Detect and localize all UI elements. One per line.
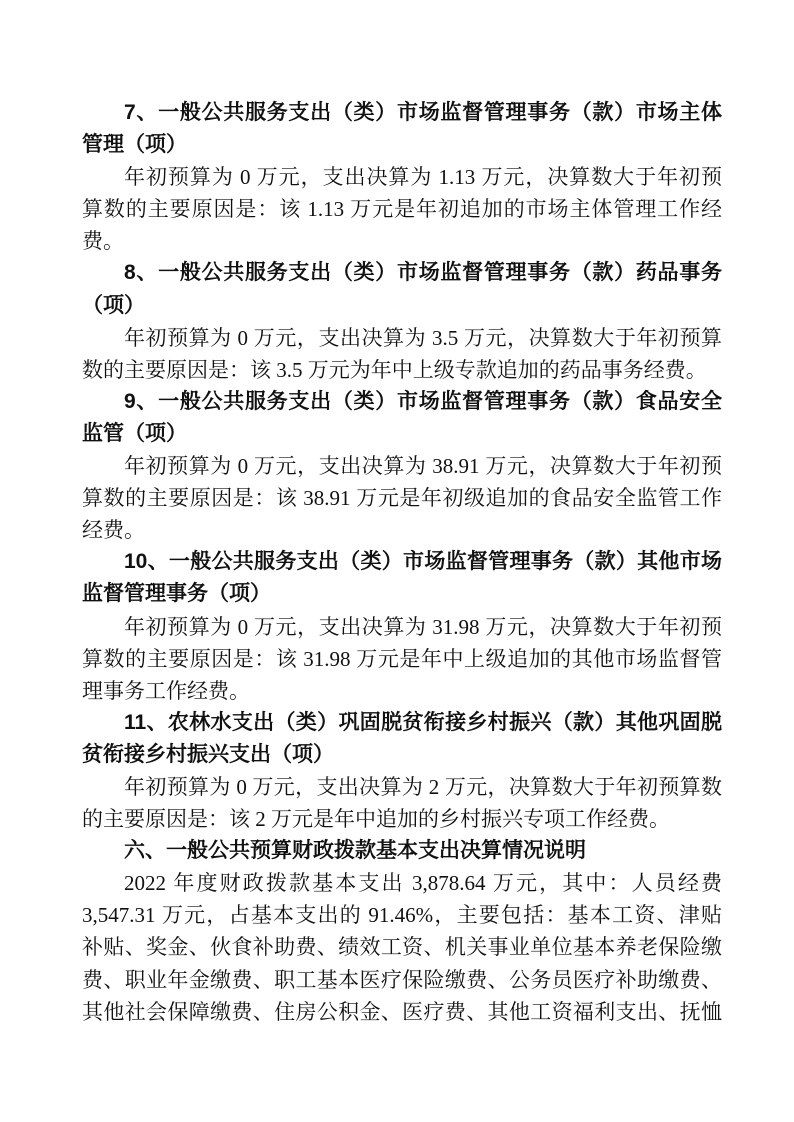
section-heading (82, 546, 722, 610)
section-heading (82, 707, 722, 771)
section-heading (82, 835, 722, 867)
text-line: 9、一般公共服务支出（类）市场监督管理事务（款）食品安全 (124, 389, 722, 413)
body-paragraph (82, 450, 722, 546)
text-line: 经费。 (82, 518, 145, 543)
text-line: 管理（项） (82, 133, 187, 157)
section-heading (82, 386, 722, 450)
text-line: 3,547.31 万元，占基本支出的 91.46%，主要包括：基本工资、津贴 (82, 903, 722, 928)
body-paragraph (82, 161, 722, 257)
text-line: 年初预算为 0 万元，支出决算为 3.5 万元，决算数大于年初预算 (124, 325, 722, 350)
text-line: 算数的主要原因是：该 1.13 万元是年初追加的市场主体管理工作经 (82, 197, 722, 222)
body-paragraph (82, 867, 722, 1027)
text-line: 其他社会保障缴费、住房公积金、医疗费、其他工资福利支出、抚恤 (82, 999, 722, 1024)
section-heading (82, 97, 722, 161)
text-line: 年初预算为 0 万元，支出决算为 31.98 万元，决算数大于年初预 (124, 614, 722, 639)
body-paragraph (82, 322, 722, 386)
text-line: 数的主要原因是：该 3.5 万元为年中上级专款追加的药品事务经费。 (82, 357, 707, 382)
text-line: 的主要原因是：该 2 万元是年中追加的乡村振兴专项工作经费。 (82, 807, 670, 832)
text-line: 理事务工作经费。 (82, 678, 250, 703)
section-heading (82, 257, 722, 321)
text-line: 年初预算为 0 万元，支出决算为 2 万元，决算数大于年初预算数 (124, 774, 722, 799)
text-line: 费。 (82, 229, 124, 254)
body-paragraph (82, 771, 722, 835)
text-line: 监管（项） (82, 421, 187, 445)
text-line: 年初预算为 0 万元，支出决算为 1.13 万元，决算数大于年初预 (124, 165, 722, 190)
text-line: 算数的主要原因是：该 38.91 万元是年初级追加的食品安全监管工作 (82, 486, 722, 511)
text-line: 六、一般公共预算财政拨款基本支出决算情况说明 (124, 839, 586, 863)
text-line: 11、农林水支出（类）巩固脱贫衔接乡村振兴（款）其他巩固脱 (124, 710, 722, 734)
text-line: 监督管理事务（项） (82, 582, 271, 606)
text-line: 2022 年度财政拨款基本支出 3,878.64 万元，其中：人员经费 (124, 871, 722, 896)
text-line: 年初预算为 0 万元，支出决算为 38.91 万元，决算数大于年初预 (124, 454, 722, 479)
text-line: 费、职业年金缴费、职工基本医疗保险缴费、公务员医疗补助缴费、 (82, 967, 722, 992)
text-line: 贫衔接乡村振兴支出（项） (82, 742, 334, 766)
text-line: 10、一般公共服务支出（类）市场监督管理事务（款）其他市场 (124, 550, 722, 574)
text-line: （项） (82, 293, 145, 317)
body-paragraph (82, 611, 722, 707)
text-line: 算数的主要原因是：该 31.98 万元是年中上级追加的其他市场监督管 (82, 646, 722, 671)
text-line: 补贴、奖金、伙食补助费、绩效工资、机关事业单位基本养老保险缴 (82, 935, 722, 960)
document-page (82, 97, 722, 1028)
text-line: 7、一般公共服务支出（类）市场监督管理事务（款）市场主体 (124, 101, 722, 124)
text-line: 8、一般公共服务支出（类）市场监督管理事务（款）药品事务 (124, 261, 722, 285)
